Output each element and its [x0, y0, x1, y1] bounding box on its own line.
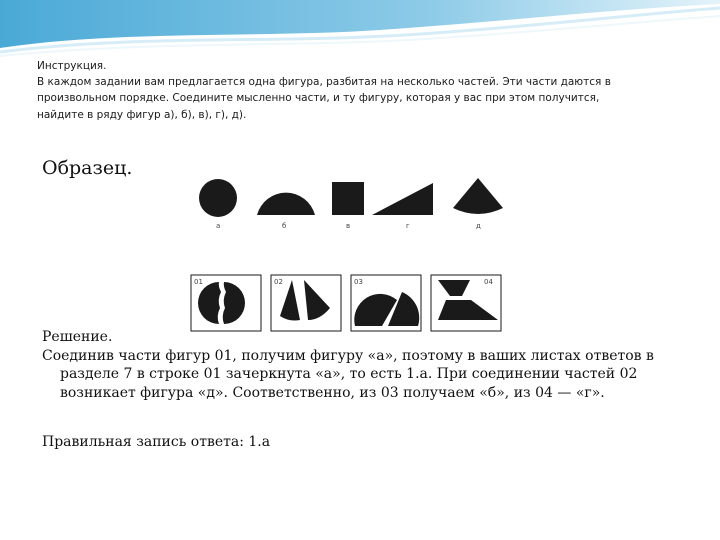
task-illustration	[184, 168, 524, 334]
part-label-02: 02	[274, 278, 283, 286]
instruction-line: произвольном порядке. Соедините мысленно части, и ту фигуру, которая у вас при этом получится,	[37, 92, 600, 105]
answer-label-b: б	[282, 222, 287, 230]
instruction-title: Инструкция.	[37, 60, 107, 72]
answer-figure-b	[257, 193, 315, 215]
sample-label: Образец.	[42, 157, 133, 179]
part-label-03: 03	[354, 278, 363, 286]
part-box-02	[271, 275, 341, 331]
solution-text: Соединив части фигур 01, получим фигуру «а», поэтому в ваших листах ответов в разделе 7 в строке 01 зачеркнута «а», то есть 1.а. При соединении частей 02 возникает фигура «д». Соответственно, из 03 получаем «б», из 04 — «г».	[42, 347, 654, 401]
answer-figure-v	[332, 182, 364, 215]
solution-title: Решение.	[42, 329, 113, 345]
answer-label-v: в	[346, 222, 351, 230]
instruction-line: найдите в ряду фигур а), б), в), г), д).	[37, 108, 247, 121]
answer-label-g: г	[406, 222, 410, 230]
header-wave-decoration	[0, 0, 720, 60]
answer-figure-a	[199, 179, 237, 217]
instruction-block	[37, 58, 677, 123]
part-label-01: 01	[194, 278, 203, 286]
answer-line: Правильная запись ответа: 1.а	[42, 434, 271, 450]
part-box-04	[431, 275, 501, 331]
answer-figure-g	[372, 183, 433, 215]
answer-label-a: а	[216, 222, 221, 230]
answer-figure-d	[453, 178, 503, 214]
answer-label-d: д	[476, 222, 481, 230]
part-label-04: 04	[484, 278, 493, 286]
part-box-01	[191, 275, 261, 331]
part-box-03	[351, 275, 421, 331]
instruction-line: В каждом задании вам предлагается одна фигура, разбитая на несколько частей. Эти части даются в	[37, 76, 611, 89]
solution-block	[42, 328, 692, 402]
